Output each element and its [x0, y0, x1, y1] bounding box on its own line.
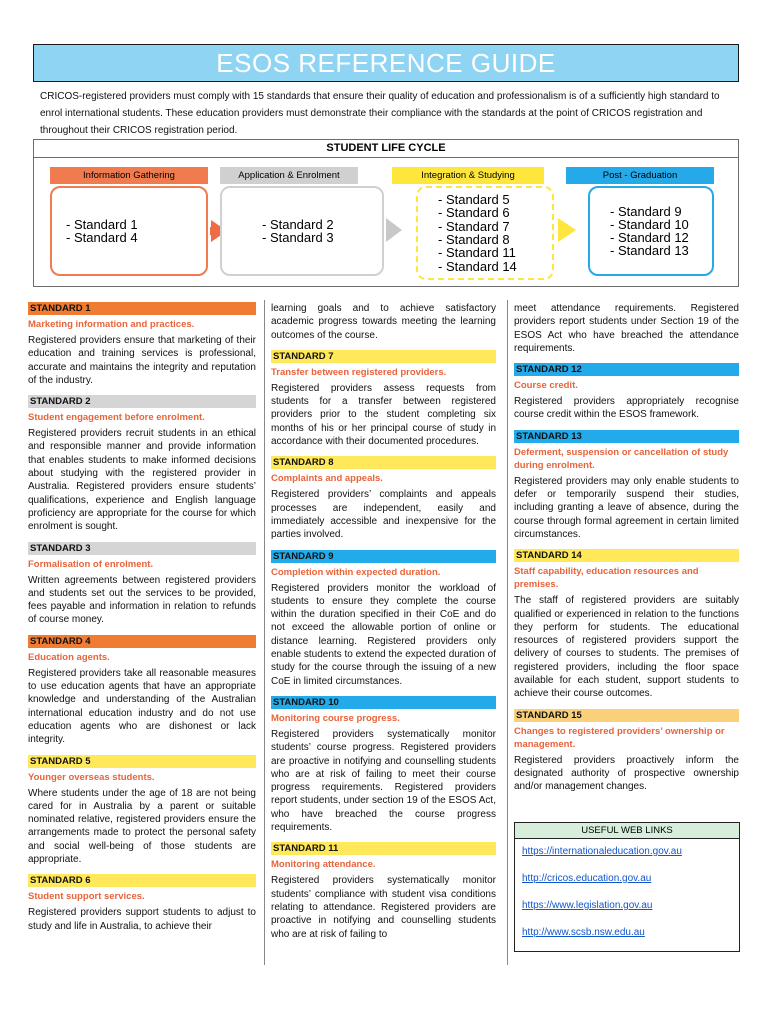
standard-2-heading: STANDARD 2	[28, 395, 256, 408]
standard-11-heading: STANDARD 11	[271, 842, 496, 855]
stage-item: - Standard 10	[610, 217, 689, 232]
standard-4-title: Education agents.	[28, 651, 110, 663]
column-divider	[507, 300, 508, 965]
stage-item: - Standard 7	[438, 218, 510, 234]
stage-tab-integration-studying: Integration & Studying	[392, 167, 544, 184]
stage-item: - Standard 4	[66, 230, 138, 245]
standard-5-heading: STANDARD 5	[28, 755, 256, 768]
standard-15-heading: STANDARD 15	[514, 709, 739, 722]
column-middle	[271, 302, 496, 941]
stage-box-application-enrolment	[220, 186, 384, 276]
stage-item: - Standard 9	[610, 204, 682, 219]
standard-6-body-continued: learning goals and to achieve satisfactory academic progress towards meeting the learning outcomes of the course.	[271, 303, 496, 341]
stage-box-post-graduation	[588, 186, 714, 276]
standard-15-body: Registered providers proactively inform the designated authority of prospective ownership and/or management changes.	[514, 754, 739, 793]
stage-box-information-gathering	[50, 186, 208, 276]
standard-14-title: Staff capability, education resources and premises.	[514, 566, 699, 591]
standard-5-body: Where students under the age of 18 are not being cared for in Australia by a parent or suitable nominated relative, registered providers ensure the arrangements made to protect the personal safety and social well-being of those students are appropriate.	[28, 787, 256, 866]
standard-9-title: Completion within expected duration.	[271, 566, 441, 578]
standard-7-title: Transfer between registered providers.	[271, 366, 447, 378]
standard-6-heading: STANDARD 6	[28, 874, 256, 887]
stage-box-integration-studying	[416, 186, 554, 280]
standard-4-heading: STANDARD 4	[28, 635, 256, 648]
stage-item: - Standard 1	[66, 217, 138, 232]
standard-13-heading: STANDARD 13	[514, 430, 739, 443]
standard-8-heading: STANDARD 8	[271, 456, 496, 469]
useful-web-links-heading: USEFUL WEB LINKS	[515, 823, 739, 839]
standard-12-heading: STANDARD 12	[514, 363, 739, 376]
student-life-cycle-panel	[33, 139, 739, 287]
column-divider	[264, 300, 265, 965]
standard-10-body: Registered providers systematically monitor students’ course progress. Registered providers are proactive in notifying and counselling students who are at risk of failing to meet their course progress requirements. Registered providers report students, under section 19 of the ESOS Act, who have breached the course progress requirements.	[271, 728, 496, 834]
standard-11-body: Registered providers systematically monitor students’ compliance with student visa conditions relating to attendance. Registered providers are proactive in notifying and counselling students who are at risk of failing to	[271, 875, 496, 940]
stage-item: - Standard 2	[262, 217, 334, 232]
standard-10-heading: STANDARD 10	[271, 696, 496, 709]
intro-paragraph: CRICOS-registered providers must comply with 15 standards that ensure their quality of education and professionalism is of a sufficiently high standard to enrol international students. These education providers must demonstrate their compliance with the standards at the point of CRICOS registration and throughout their CRICOS registration period.	[40, 91, 720, 136]
standard-2-body: Registered providers recruit students in an ethical and responsible manner and provide information that enables students to make informed decisions about studying with the registered provider in Australia. Registered providers ensure students’ qualifications, experience and English language proficiency are appropriate for the course for which enrolment is sought.	[28, 428, 256, 533]
stage-tab-post-graduation: Post - Graduation	[566, 167, 714, 184]
column-right	[514, 302, 739, 794]
standard-3-title: Formalisation of enrolment.	[28, 558, 154, 570]
standard-1-heading: STANDARD 1	[28, 302, 256, 315]
standard-8-body: Registered providers’ complaints and appeals processes are independent, easily and immediately accessible and inexpensive for the parties involved.	[271, 489, 496, 541]
standard-15-title: Changes to registered providers’ ownership or management.	[514, 725, 725, 750]
standard-13-title: Deferment, suspension or cancellation of study during enrolment.	[514, 446, 729, 471]
standard-13-body: Registered providers may only enable students to defer or temporarily suspend their studies, including granting a leave of absence, during the course through formal agreement in certain limited circumstances.	[514, 475, 739, 540]
standard-7-body: Registered providers assess requests from students for a transfer between registered providers prior to the student completing six months of his or her principal course of study in accordance with their documented procedures.	[271, 382, 496, 448]
stage-item: - Standard 12	[610, 230, 689, 245]
standard-1-body: Registered providers ensure that marketing of their education and training services is professional, accurate and maintains the integrity and reputation of the industry.	[28, 335, 256, 386]
standard-6-title: Student support services.	[28, 891, 145, 903]
stage-item: - Standard 11	[438, 245, 516, 261]
stage-item: - Standard 5	[438, 192, 510, 208]
standard-4-body: Registered providers take all reasonable measures to use education agents that have an appropriate knowledge and understanding of the Australian international education industry and do not use education agents who are dishonest or lack integrity.	[28, 667, 256, 746]
web-link-legislation[interactable]: https://www.legislation.gov.au	[522, 900, 653, 911]
stage-tab-application-enrolment: Application & Enrolment	[220, 167, 358, 184]
page-title: ESOS REFERENCE GUIDE	[33, 44, 739, 82]
stage-tab-information-gathering: Information Gathering	[50, 167, 208, 184]
stage-item: - Standard 3	[262, 230, 334, 245]
web-link-scsb[interactable]: http://www.scsb.nsw.edu.au	[522, 927, 645, 938]
stage-item: - Standard 13	[610, 243, 689, 258]
standard-5-title: Younger overseas students.	[28, 771, 155, 783]
standard-9-body: Registered providers monitor the workload of students to ensure they complete the course within the duration specified in their CoE and do not exceed the allowable portion of online or distance learning. Registered providers only enable students to extend the expected duration of study for the course through the issuing of a new CoE in limited circumstances.	[271, 582, 496, 687]
standard-7-heading: STANDARD 7	[271, 350, 496, 363]
standard-3-body: Written agreements between registered providers and students set out the services to be provided, fees payable and information in relation to refunds of course money.	[28, 574, 256, 626]
useful-web-links-box	[514, 822, 740, 952]
standard-9-heading: STANDARD 9	[271, 550, 496, 563]
standard-2-title: Student engagement before enrolment.	[28, 412, 205, 424]
standard-11-title: Monitoring attendance.	[271, 859, 376, 871]
life-cycle-heading: STUDENT LIFE CYCLE	[34, 140, 738, 158]
web-link-cricos[interactable]: http://cricos.education.gov.au	[522, 873, 652, 884]
standard-12-title: Course credit.	[514, 380, 578, 392]
arrow-icon	[558, 218, 576, 242]
standard-11-body-continued: meet attendance requirements. Registered providers report students under Section 19 of the ESOS Act who have breached the attendance requirements.	[514, 303, 739, 354]
standard-10-title: Monitoring course progress.	[271, 712, 400, 724]
standard-12-body: Registered providers appropriately recognise course credit within the ESOS framework.	[514, 396, 739, 421]
stage-item: - Standard 14	[438, 258, 517, 274]
stage-item: - Standard 8	[438, 232, 510, 247]
arrow-shaft	[210, 227, 216, 235]
column-left	[28, 302, 256, 933]
standard-8-title: Complaints and appeals.	[271, 473, 383, 485]
standard-14-heading: STANDARD 14	[514, 549, 739, 562]
arrow-icon	[386, 218, 402, 242]
standard-14-body: The staff of registered providers are suitably qualified or experienced in relation to the functions they perform for students. The educational resources of registered providers support the delivery of courses to students. The premises of registered providers, including the floor space available for each student, support students to achieve their course outcomes.	[514, 595, 739, 700]
web-link-international-education[interactable]: https://internationaleducation.gov.au	[522, 846, 682, 857]
standard-6-body: Registered providers support students to adjust to study and life in Australia, to achieve their	[28, 907, 256, 932]
standard-1-title: Marketing information and practices.	[28, 319, 195, 330]
stage-item: - Standard 6	[438, 205, 510, 221]
standard-3-heading: STANDARD 3	[28, 542, 256, 555]
